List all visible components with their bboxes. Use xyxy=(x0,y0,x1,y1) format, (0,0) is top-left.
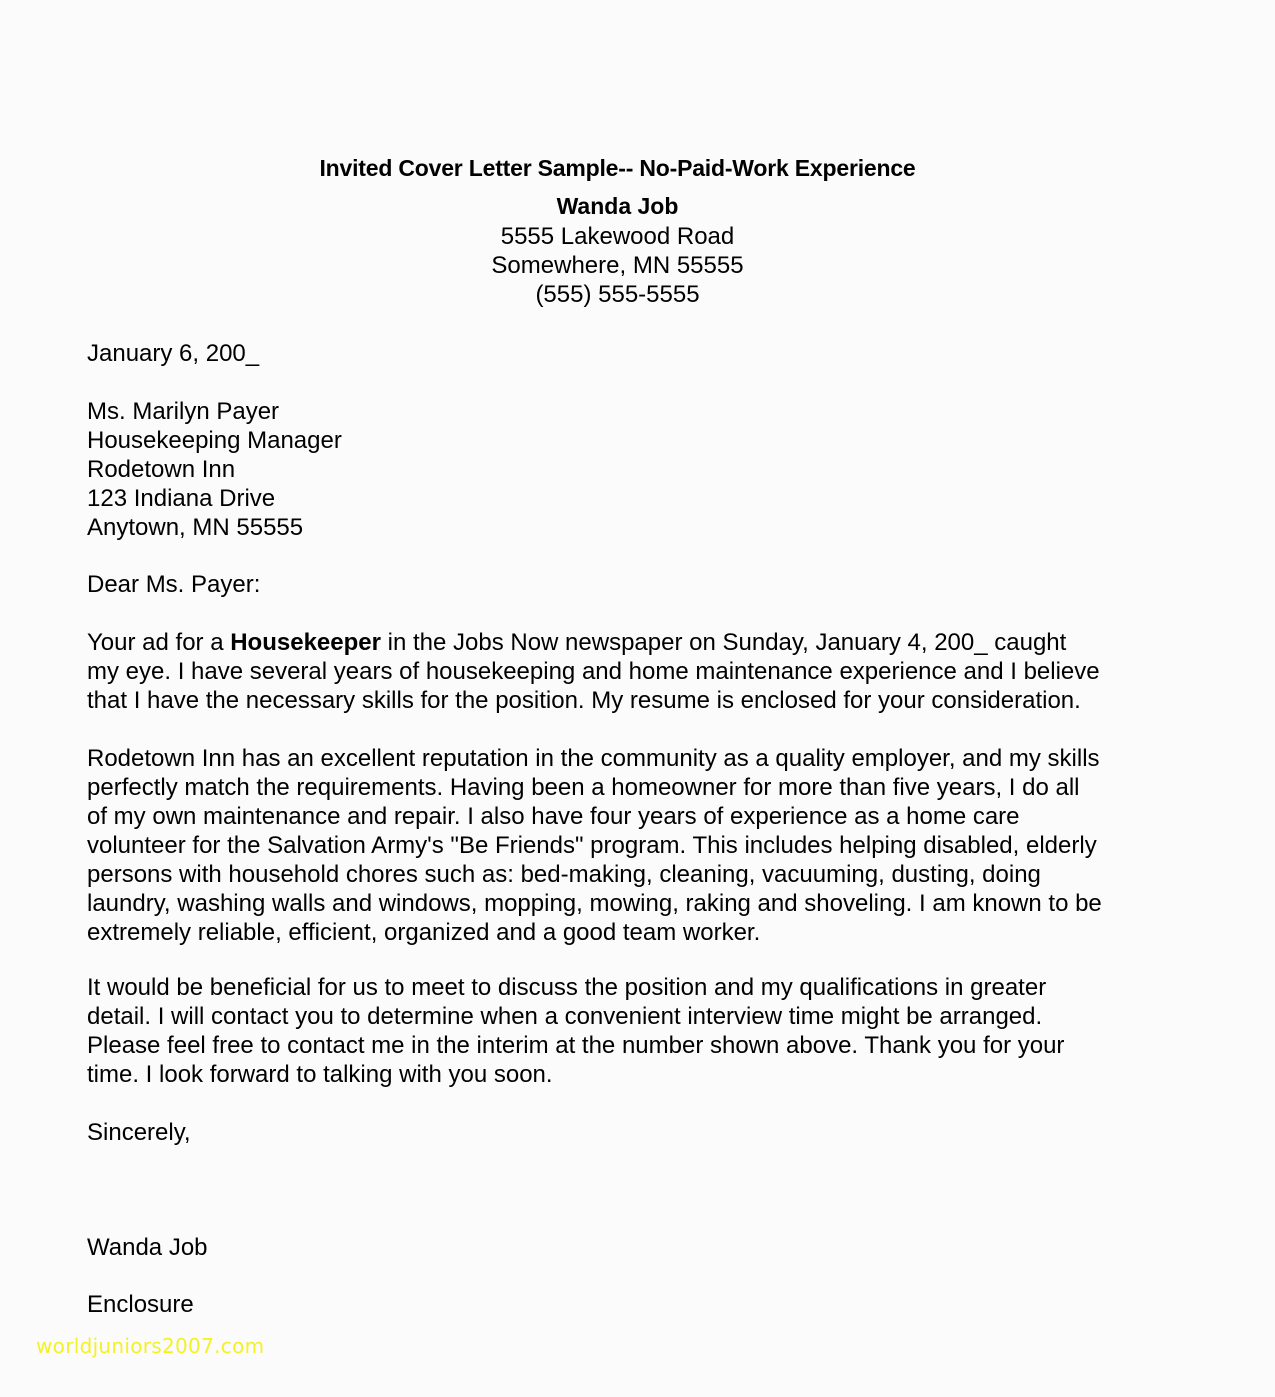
paragraph-line: extremely reliable, efficient, organized and a good team worker. xyxy=(87,919,761,946)
enclosure-note: Enclosure xyxy=(87,1291,194,1318)
letter-date: January 6, 200_ xyxy=(87,340,260,367)
paragraph-line: Please feel free to contact me in the interim at the number shown above. Thank you for your xyxy=(87,1032,1065,1059)
paragraph-qualifications xyxy=(87,744,1167,947)
paragraph-line: Rodetown Inn has an excellent reputation in the community as a quality employer, and my skills xyxy=(87,745,1100,772)
text-run: in the Jobs Now newspaper on Sunday, January 4, 200_ caught xyxy=(380,629,1067,656)
paragraph-line: persons with household chores such as: bed-making, cleaning, vacuuming, dusting, doing xyxy=(87,861,1041,888)
recipient-street: 123 Indiana Drive xyxy=(87,485,276,512)
sender-name: Wanda Job xyxy=(556,193,679,219)
sender-phone: (555) 555-5555 xyxy=(535,281,700,308)
document-title: Invited Cover Letter Sample-- No-Paid-Work Experience xyxy=(319,155,916,181)
salutation: Dear Ms. Payer: xyxy=(87,571,261,598)
sender-address-line2: Somewhere, MN 55555 xyxy=(491,252,744,279)
recipient-name: Ms. Marilyn Payer xyxy=(87,398,280,425)
paragraph-line: that I have the necessary skills for the position. My resume is enclosed for your consideration. xyxy=(87,687,1081,714)
recipient-city: Anytown, MN 55555 xyxy=(87,514,304,541)
sender-address-line1: 5555 Lakewood Road xyxy=(500,223,735,250)
recipient-title: Housekeeping Manager xyxy=(87,427,342,454)
paragraph-line xyxy=(87,628,1167,657)
paragraph-line: my eye. I have several years of housekeeping and home maintenance experience and I believe xyxy=(87,658,1100,685)
job-title-emphasis: Housekeeper xyxy=(230,629,381,656)
paragraph-line: volunteer for the Salvation Army's "Be Friends" program. This includes helping disabled, elderly xyxy=(87,832,1097,859)
signature-name: Wanda Job xyxy=(87,1234,208,1261)
paragraph-line: of my own maintenance and repair. I also have four years of experience as a home care xyxy=(87,803,1020,830)
watermark: worldjuniors2007.com xyxy=(36,1334,265,1358)
paragraph-line: perfectly match the requirements. Having been a homeowner for more than five years, I do all xyxy=(87,774,1080,801)
recipient-company: Rodetown Inn xyxy=(87,456,236,483)
paragraph-line: laundry, washing walls and windows, mopping, mowing, raking and shoveling. I am known to be xyxy=(87,890,1102,917)
paragraph-line: It would be beneficial for us to meet to discuss the position and my qualifications in greater xyxy=(87,974,1047,1001)
paragraph-line: time. I look forward to talking with you soon. xyxy=(87,1061,553,1088)
paragraph-intro xyxy=(87,628,1167,715)
text-run: Your ad for a xyxy=(87,629,231,656)
paragraph-closing xyxy=(87,973,1167,1089)
closing: Sincerely, xyxy=(87,1119,191,1146)
paragraph-line: detail. I will contact you to determine when a convenient interview time might be arranged. xyxy=(87,1003,1043,1030)
